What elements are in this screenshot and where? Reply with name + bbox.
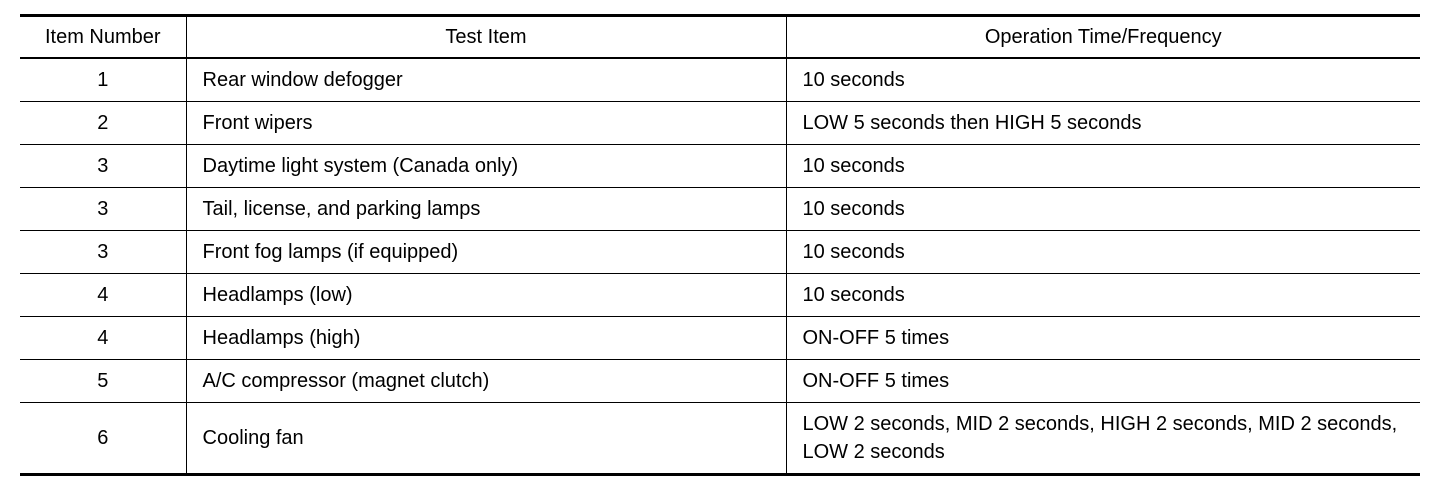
operation-time-cell: LOW 5 seconds then HIGH 5 seconds bbox=[786, 102, 1420, 145]
operation-time-cell: LOW 2 seconds, MID 2 seconds, HIGH 2 seconds, MID 2 seconds, LOW 2 seconds bbox=[786, 403, 1420, 475]
header-item-number: Item Number bbox=[20, 16, 186, 59]
operation-time-cell: 10 seconds bbox=[786, 274, 1420, 317]
test-item-cell: Rear window defogger bbox=[186, 58, 786, 102]
item-number-cell: 4 bbox=[20, 317, 186, 360]
header-test-item: Test Item bbox=[186, 16, 786, 59]
item-number-cell: 5 bbox=[20, 360, 186, 403]
header-operation-time: Operation Time/Frequency bbox=[786, 16, 1420, 59]
test-item-cell: Headlamps (low) bbox=[186, 274, 786, 317]
test-item-cell: Daytime light system (Canada only) bbox=[186, 145, 786, 188]
table-row bbox=[20, 360, 1420, 403]
header-row bbox=[20, 16, 1420, 59]
test-item-cell: Cooling fan bbox=[186, 403, 786, 475]
operation-time-cell: 10 seconds bbox=[786, 145, 1420, 188]
item-number-cell: 6 bbox=[20, 403, 186, 475]
item-number-cell: 3 bbox=[20, 145, 186, 188]
table-row bbox=[20, 102, 1420, 145]
table-row bbox=[20, 403, 1420, 475]
test-item-cell: Front wipers bbox=[186, 102, 786, 145]
table-row bbox=[20, 58, 1420, 102]
table-row bbox=[20, 145, 1420, 188]
table-header bbox=[20, 16, 1420, 59]
operation-time-cell: 10 seconds bbox=[786, 231, 1420, 274]
test-item-cell: Front fog lamps (if equipped) bbox=[186, 231, 786, 274]
test-item-cell: Headlamps (high) bbox=[186, 317, 786, 360]
test-item-cell: A/C compressor (magnet clutch) bbox=[186, 360, 786, 403]
item-number-cell: 2 bbox=[20, 102, 186, 145]
item-number-cell: 4 bbox=[20, 274, 186, 317]
item-number-cell: 3 bbox=[20, 188, 186, 231]
table-row bbox=[20, 317, 1420, 360]
table-row bbox=[20, 188, 1420, 231]
table-body bbox=[20, 58, 1420, 475]
item-number-cell: 3 bbox=[20, 231, 186, 274]
test-item-table bbox=[20, 14, 1420, 476]
operation-time-cell: 10 seconds bbox=[786, 58, 1420, 102]
operation-time-cell: ON-OFF 5 times bbox=[786, 360, 1420, 403]
operation-time-cell: 10 seconds bbox=[786, 188, 1420, 231]
table-row bbox=[20, 231, 1420, 274]
operation-time-cell: ON-OFF 5 times bbox=[786, 317, 1420, 360]
test-item-cell: Tail, license, and parking lamps bbox=[186, 188, 786, 231]
table-row bbox=[20, 274, 1420, 317]
item-number-cell: 1 bbox=[20, 58, 186, 102]
